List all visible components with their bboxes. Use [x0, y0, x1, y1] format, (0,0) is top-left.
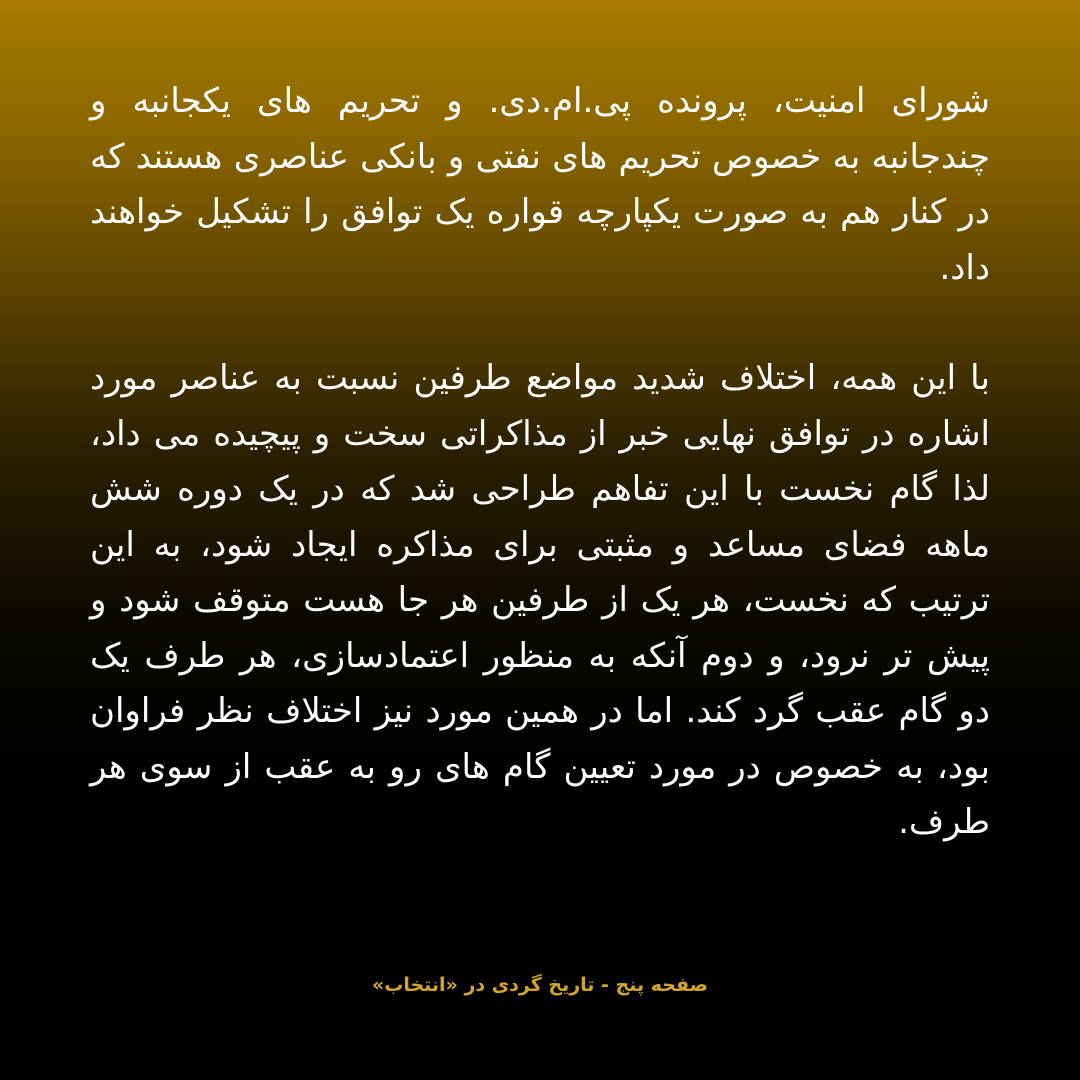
paragraph-1: شورای امنیت، پرونده پی.ام.دی. و تحریم های یکجانبه و چندجانبه به خصوص تحریم های نفتی و بانکی عناصری هستند که در کنار هم به صورت یکپارچه قواره یک توافق را تشکیل خواهند داد.	[90, 81, 990, 288]
footer-caption: صفحه پنج - تاریخ گردی در «انتخاب»	[371, 974, 709, 996]
paragraph-2: با این همه، اختلاف شدید مواضع طرفین نسبت به عناصر مورد اشاره در توافق نهایی خبر از مذاکراتی سخت و پیچیده می داد، لذا گام نخست با این تفاهم طراحی شد که در یک دوره شش ماهه فضای مساعد و مثبتی برای مذاکره ایجاد شود، به این ترتیب که نخست، هر یک از طرفین هر جا هست متوقف شود و پیش تر نرود، و دوم آنکه به منظور اعتمادسازی، هر طرف یک دو گام عقب گرد کند. اما در همین مورد نیز اختلاف نظر فراوان بود، به خصوص در مورد تعیین گام های رو به عقب از سوی هر طرف.	[90, 358, 990, 842]
article-body	[90, 74, 990, 851]
